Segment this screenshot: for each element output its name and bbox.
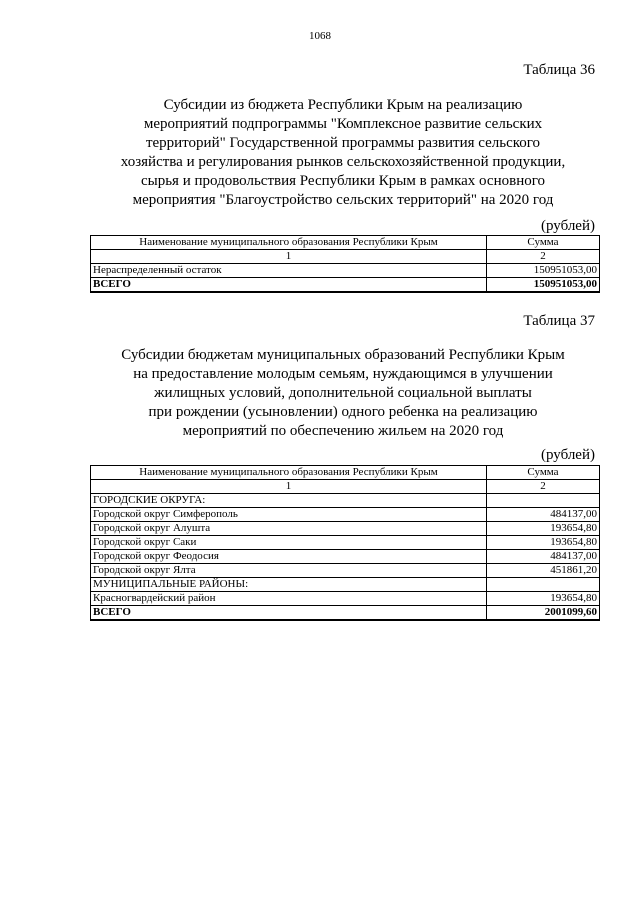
table36-title (90, 96, 596, 210)
total-sum-cell: 2001099,60 (487, 606, 600, 621)
row-sum-cell: 193654,80 (487, 592, 600, 606)
row-name-cell: Городской округ Феодосия (91, 550, 487, 564)
row-sum-cell: 451861,20 (487, 564, 600, 578)
column-number-cell: 2 (487, 250, 600, 264)
table37-title-line: Субсидии бюджетам муниципальных образований Республики Крым (121, 347, 565, 363)
table36 (90, 235, 600, 293)
table-row (91, 564, 600, 578)
table36-title-line: хозяйства и регулирования рынков сельскохозяйственной продукции, (120, 154, 566, 170)
table37-units: (рублей) (540, 447, 595, 463)
row-sum-cell: 484137,00 (487, 508, 600, 522)
table36-label: Таблица 36 (523, 62, 595, 78)
section-row-districts (91, 578, 600, 592)
table37-label: Таблица 37 (523, 313, 595, 329)
column-number-cell: 2 (487, 480, 600, 494)
header-name-cell: Наименование муниципального образования Республики Крым (91, 466, 487, 480)
row-name-cell: Городской округ Симферополь (91, 508, 487, 522)
table36-title-line: территорий" Государственной программы развития сельского (145, 135, 541, 151)
column-number-row (91, 480, 600, 494)
table37-title-line: жилищных условий, дополнительной социальной выплаты (154, 385, 532, 401)
table-row (91, 264, 600, 278)
row-sum-cell: 193654,80 (487, 522, 600, 536)
table37-title (90, 346, 596, 441)
row-name-cell: Красногвардейский район (91, 592, 487, 606)
total-row (91, 278, 600, 293)
section-heading-cell: МУНИЦИПАЛЬНЫЕ РАЙОНЫ: (91, 578, 487, 592)
table-row (91, 522, 600, 536)
table36-title-line: Субсидии из бюджета Республики Крым на реализацию (163, 97, 523, 113)
row-name-cell: Городской округ Ялта (91, 564, 487, 578)
table36-title-line: мероприятия "Благоустройство сельских территорий" на 2020 год (132, 192, 554, 208)
header-sum-cell: Сумма (487, 466, 600, 480)
column-number-cell: 1 (91, 480, 487, 494)
row-name-cell: Городской округ Алушта (91, 522, 487, 536)
table36-title-line: сырья и продовольствия Республики Крым в рамках основного (140, 173, 546, 189)
table-row (91, 592, 600, 606)
total-name-cell: ВСЕГО (91, 606, 487, 621)
table36-title-line: мероприятий подпрограммы "Комплексное развитие сельских (143, 116, 543, 132)
row-sum-cell: 193654,80 (487, 536, 600, 550)
column-number-row (91, 250, 600, 264)
header-name-cell: Наименование муниципального образования Республики Крым (91, 236, 487, 250)
total-row (91, 606, 600, 621)
table-row (91, 536, 600, 550)
section-heading-cell: ГОРОДСКИЕ ОКРУГА: (91, 494, 487, 508)
row-sum-cell: 150951053,00 (487, 264, 600, 278)
total-name-cell: ВСЕГО (91, 278, 487, 293)
row-sum-cell: 484137,00 (487, 550, 600, 564)
row-name-cell: Нераспределенный остаток (91, 264, 487, 278)
table-row (91, 550, 600, 564)
empty-cell (487, 494, 600, 508)
table37-title-line: при рождении (усыновлении) одного ребенка на реализацию (148, 404, 538, 420)
total-sum-cell: 150951053,00 (487, 278, 600, 293)
table37 (90, 465, 600, 621)
header-sum-cell: Сумма (487, 236, 600, 250)
empty-cell (487, 578, 600, 592)
table37-title-line: на предоставление молодым семьям, нуждающимся в улучшении (133, 366, 553, 382)
table-row (91, 508, 600, 522)
section-row-urban (91, 494, 600, 508)
column-number-cell: 1 (91, 250, 487, 264)
row-name-cell: Городской округ Саки (91, 536, 487, 550)
table36-units: (рублей) (540, 218, 595, 234)
table37-title-line: мероприятий по обеспечению жильем на 2020 год (182, 423, 504, 439)
page-number: 1068 (309, 30, 331, 42)
table-header-row (91, 236, 600, 250)
table-header-row (91, 466, 600, 480)
